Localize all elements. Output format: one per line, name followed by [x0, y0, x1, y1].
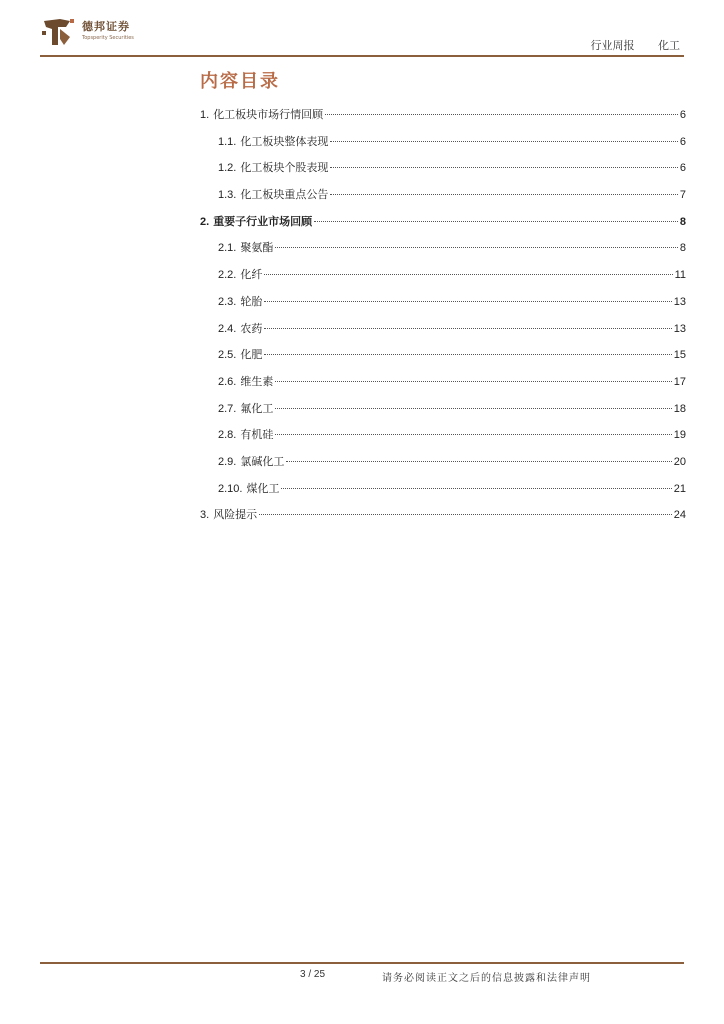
toc-entry-text: 风险提示	[213, 508, 258, 522]
toc-title: 内容目录	[200, 71, 280, 92]
toc-entry-page: 19	[673, 429, 686, 442]
toc-entry-number: 2.6.	[218, 375, 237, 388]
toc-entry-page: 6	[679, 109, 686, 121]
toc-entry-text: 化肥	[240, 348, 263, 362]
toc-entry-text: 重要子行业市场回顾	[213, 214, 313, 228]
toc-entry-page: 11	[674, 269, 686, 282]
toc-entry-page: 20	[673, 455, 686, 468]
toc-entry[interactable]	[200, 453, 686, 480]
toc-entry-text: 有机硅	[240, 428, 274, 442]
toc-entry-text: 化工板块个股表现	[240, 161, 329, 175]
logo-mark-icon	[40, 15, 76, 49]
toc-entry-number: 2.1.	[218, 242, 237, 255]
industry-label: 化工	[658, 39, 680, 52]
table-of-contents	[200, 106, 686, 533]
toc-entry-number: 2.4.	[218, 322, 237, 335]
toc-entry[interactable]	[200, 320, 686, 347]
toc-entry-number: 2.10.	[218, 482, 243, 495]
toc-leader-dots	[286, 461, 671, 462]
toc-leader-dots	[275, 434, 671, 435]
report-header-labels	[591, 37, 681, 53]
toc-entry-page: 7	[679, 189, 686, 202]
toc-entry-page: 17	[673, 375, 686, 388]
toc-entry[interactable]	[200, 106, 686, 133]
toc-entry-number: 1.1.	[218, 135, 237, 148]
toc-entry[interactable]	[200, 239, 686, 266]
toc-entry-text: 维生素	[240, 374, 274, 388]
toc-leader-dots	[259, 514, 672, 515]
toc-entry-text: 氯碱化工	[240, 454, 285, 468]
toc-entry-page: 8	[679, 215, 686, 228]
toc-leader-dots	[281, 488, 671, 489]
page-indicator: 3 / 25	[300, 969, 326, 980]
header-divider	[40, 55, 684, 57]
toc-entry-text: 化工板块市场行情回顾	[213, 108, 324, 121]
report-type-label: 行业周报	[590, 39, 635, 52]
toc-entry-text: 聚氨酯	[240, 241, 274, 255]
toc-entry[interactable]	[200, 159, 686, 186]
toc-entry-number: 1.2.	[218, 162, 237, 175]
toc-entry-number: 2.5.	[218, 349, 237, 362]
toc-entry[interactable]	[200, 506, 686, 533]
toc-entry-page: 24	[673, 509, 686, 522]
toc-leader-dots	[275, 381, 671, 382]
toc-entry-page: 13	[673, 295, 686, 308]
toc-entry-number: 3.	[200, 509, 210, 522]
toc-entry[interactable]	[200, 400, 686, 427]
toc-entry-page: 8	[679, 242, 686, 255]
toc-entry-text: 化纤	[240, 268, 263, 282]
toc-entry-text: 氟化工	[240, 401, 274, 415]
toc-entry[interactable]	[200, 373, 686, 400]
toc-entry[interactable]	[200, 186, 686, 213]
toc-entry[interactable]	[200, 213, 686, 240]
toc-entry[interactable]	[200, 480, 686, 507]
toc-entry[interactable]	[200, 293, 686, 320]
toc-leader-dots	[264, 301, 671, 302]
toc-entry-number: 2.8.	[218, 429, 237, 442]
toc-entry-page: 6	[679, 135, 686, 148]
toc-entry-text: 化工板块整体表现	[240, 134, 329, 148]
toc-entry-number: 2.3.	[218, 295, 237, 308]
toc-entry[interactable]	[200, 266, 686, 293]
toc-entry[interactable]	[200, 133, 686, 160]
toc-entry-number: 2.7.	[218, 402, 237, 415]
toc-entry-number: 1.	[200, 109, 210, 121]
toc-leader-dots	[275, 247, 678, 248]
toc-entry-page: 21	[673, 482, 686, 495]
toc-entry-number: 2.9.	[218, 455, 237, 468]
toc-entry-text: 煤化工	[246, 481, 280, 495]
toc-leader-dots	[275, 408, 671, 409]
toc-entry[interactable]	[200, 346, 686, 373]
toc-leader-dots	[264, 274, 672, 275]
toc-leader-dots	[325, 114, 678, 115]
toc-entry-text: 轮胎	[240, 294, 263, 308]
toc-leader-dots	[330, 141, 678, 142]
toc-entry-page: 18	[673, 402, 686, 415]
toc-entry-page: 6	[679, 162, 686, 175]
toc-entry-page: 15	[673, 349, 686, 362]
toc-entry-number: 2.	[200, 215, 210, 228]
legal-notice: 请务必阅读正文之后的信息披露和法律声明	[382, 973, 591, 984]
toc-leader-dots	[330, 194, 678, 195]
toc-entry-number: 1.3.	[218, 189, 237, 202]
toc-leader-dots	[330, 167, 678, 168]
toc-entry-text: 化工板块重点公告	[240, 188, 329, 202]
toc-leader-dots	[264, 328, 671, 329]
company-logo	[40, 15, 160, 51]
toc-leader-dots	[264, 354, 671, 355]
toc-entry-page: 13	[673, 322, 686, 335]
toc-leader-dots	[314, 221, 678, 222]
brand-name: 德邦证券	[82, 20, 130, 33]
footer-divider	[40, 962, 684, 964]
toc-entry-number: 2.2.	[218, 269, 237, 282]
toc-entry-text: 农药	[240, 321, 263, 335]
brand-english-name: Topsperity Securities	[82, 35, 134, 41]
toc-entry[interactable]	[200, 426, 686, 453]
